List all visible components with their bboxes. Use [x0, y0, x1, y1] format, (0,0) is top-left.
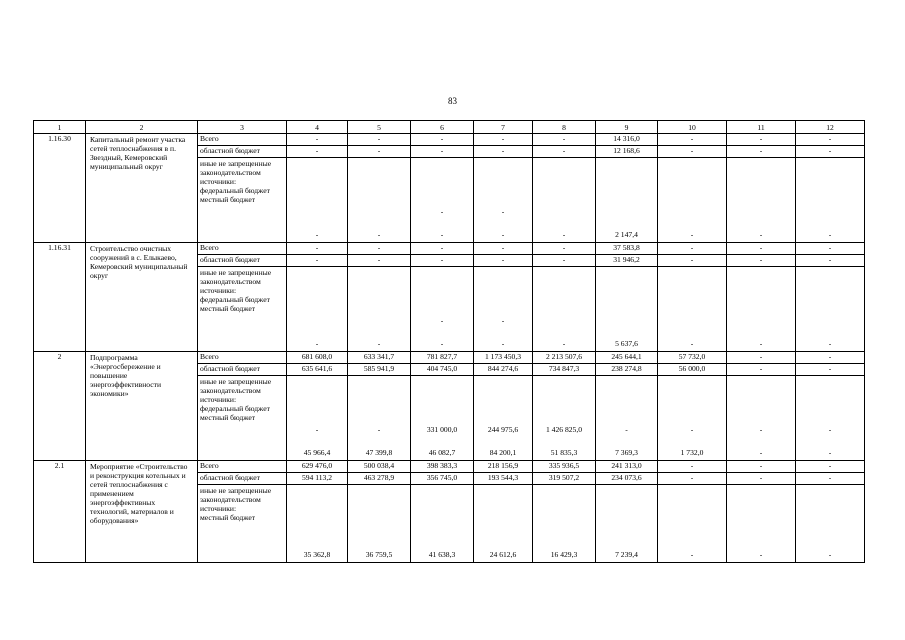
value-cell: [533, 267, 596, 352]
value-cell: 57 732,0: [658, 352, 727, 364]
value-cell: 12 168,6: [596, 146, 658, 158]
value-cell: -: [727, 243, 796, 255]
value-text: -: [828, 425, 832, 434]
value-cell: -: [287, 134, 348, 146]
value-cell: 781 827,7: [411, 352, 474, 364]
column-number: 2: [86, 121, 198, 134]
value-cell: 238 274,8: [596, 364, 658, 376]
column-number: 7: [474, 121, 533, 134]
value-cell: 463 278,9: [348, 473, 411, 485]
value-cell: -: [658, 473, 727, 485]
funding-subsource-label: местный бюджет: [200, 413, 256, 422]
value-cell: -: [348, 255, 411, 267]
value-cell: 245 644,1: [596, 352, 658, 364]
value-text: -: [440, 316, 444, 325]
value-text: -: [440, 207, 444, 216]
value-cell: 629 476,0: [287, 461, 348, 473]
column-number: 11: [727, 121, 796, 134]
value-text: 7 369,3: [615, 448, 638, 457]
row-name-text: Капитальный ремонт участка сетей теплоснабжения в п. Звездный, Кемеровский муниципальный округ: [90, 135, 186, 171]
value-cell: -: [411, 243, 474, 255]
value-cell: 14 316,0: [596, 134, 658, 146]
value-text: -: [501, 339, 505, 348]
value-cell: -: [796, 134, 865, 146]
value-cell: [411, 376, 474, 461]
value-text: -: [315, 339, 319, 348]
value-cell: [411, 485, 474, 563]
value-cell: 56 000,0: [658, 364, 727, 376]
funding-source: Всего: [198, 461, 287, 473]
value-cell: [727, 376, 796, 461]
funding-subsource-label: местный бюджет: [200, 513, 256, 522]
value-cell: 193 544,3: [474, 473, 533, 485]
value-text: -: [828, 230, 832, 239]
funding-source: областной бюджет: [198, 473, 287, 485]
value-text: -: [759, 425, 763, 434]
value-cell: [596, 485, 658, 563]
value-cell: -: [348, 146, 411, 158]
value-cell: [596, 376, 658, 461]
value-cell: [411, 158, 474, 243]
value-cell: 1 173 450,3: [474, 352, 533, 364]
table-row: [34, 243, 865, 255]
value-text: -: [315, 230, 319, 239]
value-cell: [796, 267, 865, 352]
value-cell: 234 073,6: [596, 473, 658, 485]
row-name: [86, 243, 198, 352]
funding-source-other: [198, 485, 287, 563]
value-cell: -: [348, 134, 411, 146]
funding-subsource-label: федеральный бюджет: [200, 186, 270, 195]
value-text: -: [562, 339, 566, 348]
value-cell: [474, 267, 533, 352]
column-number: 12: [796, 121, 865, 134]
value-text: -: [625, 425, 628, 434]
column-number: 3: [198, 121, 287, 134]
value-cell: [287, 158, 348, 243]
value-cell: -: [727, 352, 796, 364]
value-cell: -: [533, 134, 596, 146]
value-text: -: [759, 230, 763, 239]
row-code: 2.1: [34, 461, 86, 563]
row-name: [86, 134, 198, 243]
value-cell: -: [727, 146, 796, 158]
value-cell: -: [474, 243, 533, 255]
value-cell: [658, 158, 727, 243]
value-cell: 2 213 507,6: [533, 352, 596, 364]
funding-source: Всего: [198, 134, 287, 146]
value-cell: -: [474, 134, 533, 146]
value-cell: 585 941,9: [348, 364, 411, 376]
funding-source-label: иные не запрещенные законодательством источники:: [200, 377, 272, 404]
value-cell: 218 156,9: [474, 461, 533, 473]
value-cell: [796, 485, 865, 563]
value-cell: [658, 376, 727, 461]
table-row: [34, 461, 865, 473]
funding-subsource-label: федеральный бюджет: [200, 295, 270, 304]
value-cell: [533, 485, 596, 563]
value-cell: 500 038,4: [348, 461, 411, 473]
value-cell: -: [727, 134, 796, 146]
value-cell: 681 608,0: [287, 352, 348, 364]
value-cell: -: [727, 364, 796, 376]
value-cell: [474, 376, 533, 461]
funding-source-other: [198, 158, 287, 243]
value-cell: -: [533, 255, 596, 267]
value-text: 84 200,1: [489, 448, 517, 457]
value-text: -: [690, 550, 694, 559]
value-cell: -: [658, 461, 727, 473]
value-cell: -: [658, 134, 727, 146]
value-text: -: [562, 230, 566, 239]
funding-source: областной бюджет: [198, 255, 287, 267]
value-text: -: [828, 448, 832, 457]
column-number: 1: [34, 121, 86, 134]
funding-source-other: [198, 376, 287, 461]
column-number: 6: [411, 121, 474, 134]
value-text: 24 612,6: [489, 550, 517, 559]
value-text: -: [759, 448, 763, 457]
table-row: [34, 134, 865, 146]
funding-source: областной бюджет: [198, 364, 287, 376]
value-cell: 594 113,2: [287, 473, 348, 485]
value-cell: -: [533, 243, 596, 255]
row-code: 1.16.31: [34, 243, 86, 352]
value-text: -: [440, 339, 444, 348]
value-text: 16 429,3: [550, 550, 578, 559]
value-cell: [727, 158, 796, 243]
funding-source: Всего: [198, 243, 287, 255]
value-text: 331 000,0: [426, 425, 458, 434]
value-cell: -: [727, 255, 796, 267]
value-cell: 37 583,8: [596, 243, 658, 255]
value-text: 47 399,8: [365, 448, 393, 457]
value-cell: 31 946,2: [596, 255, 658, 267]
value-cell: [796, 376, 865, 461]
value-cell: -: [474, 255, 533, 267]
value-cell: -: [287, 255, 348, 267]
funding-subsource-label: местный бюджет: [200, 304, 256, 313]
value-text: 41 638,3: [428, 550, 456, 559]
value-cell: [596, 158, 658, 243]
value-text: -: [690, 425, 694, 434]
value-cell: 633 341,7: [348, 352, 411, 364]
value-text: -: [377, 339, 381, 348]
row-name-text: Подпрограмма «Энергосбережение и повышение энергоэффективности экономики»: [90, 353, 162, 398]
value-cell: -: [658, 255, 727, 267]
value-cell: -: [287, 146, 348, 158]
value-text: -: [690, 230, 694, 239]
value-text: 51 835,3: [550, 448, 578, 457]
value-cell: -: [411, 146, 474, 158]
value-cell: 398 383,3: [411, 461, 474, 473]
value-text: -: [501, 207, 505, 216]
value-cell: -: [796, 364, 865, 376]
value-cell: -: [727, 473, 796, 485]
row-name-text: Мероприятие «Строительство и реконструкция котельных и сетей теплоснабжения с применением энергоэффективных технологий, материалов и оборудования»: [90, 462, 188, 525]
value-text: -: [440, 230, 444, 239]
value-cell: [348, 158, 411, 243]
value-cell: -: [411, 134, 474, 146]
value-cell: -: [287, 243, 348, 255]
column-number: 9: [596, 121, 658, 134]
value-cell: -: [796, 243, 865, 255]
value-cell: -: [796, 352, 865, 364]
value-text: -: [690, 339, 694, 348]
value-cell: [658, 267, 727, 352]
table-body: [34, 121, 865, 563]
row-name: [86, 352, 198, 461]
value-cell: [287, 267, 348, 352]
value-cell: [533, 376, 596, 461]
value-cell: [348, 376, 411, 461]
row-name: [86, 461, 198, 563]
value-text: 7 239,4: [615, 550, 638, 559]
value-text: -: [759, 550, 763, 559]
value-cell: 635 641,6: [287, 364, 348, 376]
value-text: -: [828, 339, 832, 348]
value-text: -: [501, 316, 505, 325]
value-cell: -: [533, 146, 596, 158]
value-text: 244 975,6: [487, 425, 519, 434]
value-text: -: [828, 550, 832, 559]
value-text: 46 082,7: [428, 448, 456, 457]
value-cell: [658, 485, 727, 563]
value-cell: [348, 485, 411, 563]
value-cell: [287, 376, 348, 461]
column-number: 10: [658, 121, 727, 134]
funding-source-label: иные не запрещенные законодательством источники:: [200, 268, 272, 295]
value-cell: -: [658, 146, 727, 158]
funding-source: Всего: [198, 352, 287, 364]
value-text: 35 362,8: [303, 550, 331, 559]
value-text: 1 426 825,0: [545, 425, 583, 434]
value-cell: -: [658, 243, 727, 255]
value-text: 5 637,6: [615, 339, 638, 348]
column-number-row: [34, 121, 865, 134]
value-cell: -: [727, 461, 796, 473]
funding-source: областной бюджет: [198, 146, 287, 158]
column-number: 4: [287, 121, 348, 134]
value-cell: -: [411, 255, 474, 267]
row-code: 2: [34, 352, 86, 461]
value-text: -: [501, 230, 505, 239]
budget-table: [33, 120, 865, 563]
funding-subsource-label: федеральный бюджет: [200, 404, 270, 413]
column-number: 5: [348, 121, 411, 134]
value-cell: 844 274,6: [474, 364, 533, 376]
value-cell: 356 745,0: [411, 473, 474, 485]
value-text: 45 966,4: [303, 448, 331, 457]
value-cell: [796, 158, 865, 243]
value-cell: [287, 485, 348, 563]
column-number: 8: [533, 121, 596, 134]
value-text: -: [377, 425, 381, 434]
value-cell: [596, 267, 658, 352]
value-cell: -: [796, 146, 865, 158]
value-cell: [474, 485, 533, 563]
value-cell: [348, 267, 411, 352]
page-number: 83: [448, 96, 457, 106]
value-cell: [727, 485, 796, 563]
value-cell: -: [796, 461, 865, 473]
row-name-text: Строительство очистных сооружений в с. Елыкаево, Кемеровский муниципальный округ: [90, 244, 188, 280]
value-cell: -: [474, 146, 533, 158]
value-text: 1 732,0: [680, 448, 704, 457]
value-cell: -: [348, 243, 411, 255]
value-cell: 319 507,2: [533, 473, 596, 485]
value-cell: [727, 267, 796, 352]
value-cell: 241 313,0: [596, 461, 658, 473]
funding-subsource-label: местный бюджет: [200, 195, 256, 204]
funding-source-label: иные не запрещенные законодательством источники:: [200, 159, 272, 186]
funding-source-label: иные не запрещенные законодательством источники:: [200, 486, 272, 513]
value-cell: -: [796, 473, 865, 485]
value-cell: 404 745,0: [411, 364, 474, 376]
value-cell: 335 936,5: [533, 461, 596, 473]
value-text: -: [759, 339, 763, 348]
value-cell: [411, 267, 474, 352]
value-text: -: [315, 425, 319, 434]
value-text: -: [377, 230, 381, 239]
table-row: [34, 352, 865, 364]
value-cell: 734 847,3: [533, 364, 596, 376]
value-cell: -: [796, 255, 865, 267]
value-text: 2 147,4: [615, 230, 638, 239]
row-code: 1.16.30: [34, 134, 86, 243]
value-cell: [474, 158, 533, 243]
funding-source-other: [198, 267, 287, 352]
value-cell: [533, 158, 596, 243]
value-text: 36 759,5: [365, 550, 393, 559]
